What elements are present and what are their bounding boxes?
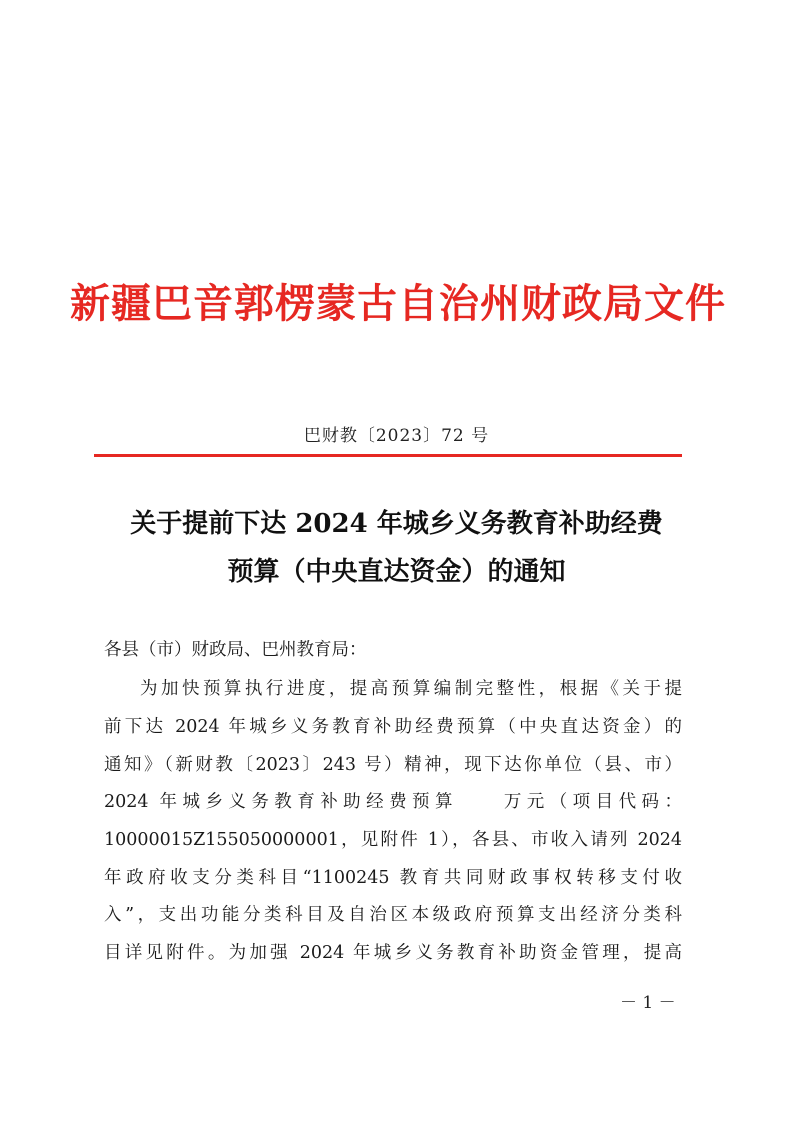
page-number: － 1 －: [620, 993, 676, 1013]
red-separator-line: [94, 454, 682, 457]
body-line: 为加快预算执行进度，提高预算编制完整性，根据《关于提: [140, 679, 682, 699]
body-line: 2024 年城乡义务教育补助经费预算 万元（项目代码：: [104, 792, 682, 812]
body-line: 入”，支出功能分类科目及自治区本级政府预算支出经济分类科: [104, 905, 682, 925]
body-line: 目详见附件。为加强 2024 年城乡义务教育补助资金管理，提高: [104, 943, 682, 963]
agency-header-title: 新疆巴音郭楞蒙古自治州财政局文件: [70, 280, 726, 327]
body-line: 通知》（新财教〔2023〕243 号）精神，现下达你单位（县、市）: [104, 755, 682, 775]
notice-title-line-2: 预算（中央直达资金）的通知: [227, 557, 566, 587]
document-number: 巴财教〔2023〕72 号: [303, 426, 490, 446]
body-line: 10000015Z155050000001，见附件 1），各县、市收入请列 2024: [104, 830, 682, 850]
salutation: 各县（市）财政局、巴州教育局：: [104, 640, 367, 660]
body-line: 前下达 2024 年城乡义务教育补助经费预算（中央直达资金）的: [104, 717, 682, 737]
body-line: 年政府收支分类科目“1100245 教育共同财政事权转移支付收: [104, 868, 682, 888]
notice-title-line-1: 关于提前下达 2024 年城乡义务教育补助经费: [130, 509, 663, 539]
